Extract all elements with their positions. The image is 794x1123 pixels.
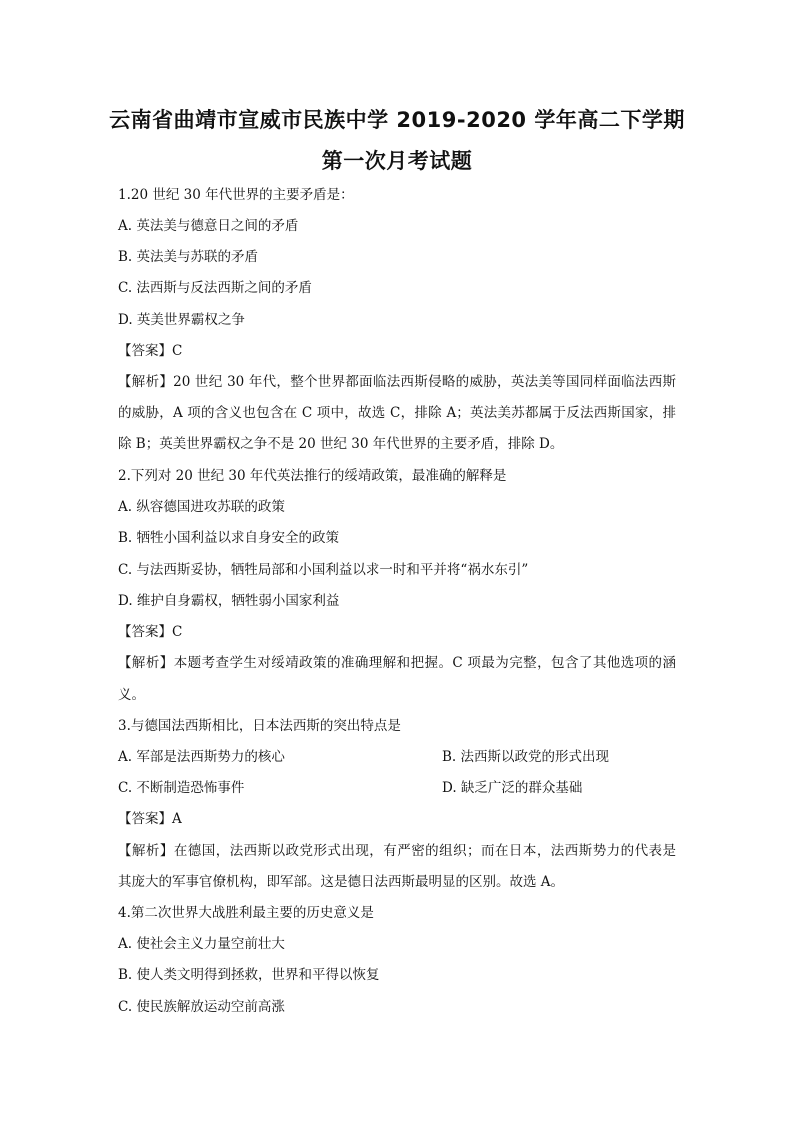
question-1-option-a: A. 英法美与德意日之间的矛盾 <box>118 218 299 234</box>
question-3-option-c: C. 不断制造恐怖事件 <box>118 780 245 796</box>
question-3-analysis-line: 其庞大的军事官僚机构，即军部。这是德日法西斯最明显的区别。故选 A。 <box>118 874 565 890</box>
question-4-option-b: B. 使人类文明得到拯救，世界和平得以恢复 <box>118 967 380 983</box>
question-3-option-d: D. 缺乏广泛的群众基础 <box>442 780 583 796</box>
question-2-analysis-line: 义。 <box>118 687 145 703</box>
question-1-stem: 1.20 世纪 30 年代世界的主要矛盾是： <box>118 187 354 203</box>
question-3-answer: 【答案】A <box>118 811 182 827</box>
question-3-stem: 3.与德国法西斯相比，日本法西斯的突出特点是 <box>118 718 401 734</box>
question-1-option-d: D. 英美世界霸权之争 <box>118 312 245 328</box>
question-1-analysis-line: 除 B；英美世界霸权之争不是 20 世纪 30 年代世界的主要矛盾，排除 D。 <box>118 436 564 452</box>
question-2-option-b: B. 牺牲小国利益以求自身安全的政策 <box>118 530 340 546</box>
document-title-line-1: 云南省曲靖市宣威市民族中学 2019-2020 学年高二下学期 <box>109 108 685 132</box>
question-4-option-c: C. 使民族解放运动空前高涨 <box>118 999 285 1015</box>
question-1-analysis-line: 【解析】20 世纪 30 年代，整个世界都面临法西斯侵略的威胁，英法美等国同样面临法西斯 <box>118 374 676 390</box>
question-3-option-b: B. 法西斯以政党的形式出现 <box>442 749 610 765</box>
question-2-option-a: A. 纵容德国进攻苏联的政策 <box>118 499 285 515</box>
question-2-stem: 2.下列对 20 世纪 30 年代英法推行的绥靖政策，最准确的解释是 <box>118 468 507 484</box>
question-2-option-d: D. 维护自身霸权，牺牲弱小国家利益 <box>118 593 340 609</box>
question-1-analysis-line: 的威胁，A 项的含义也包含在 C 项中，故选 C，排除 A；英法美苏都属于反法西斯国家，排 <box>118 405 676 421</box>
document-title-line-2: 第一次月考试题 <box>321 149 473 173</box>
question-2-analysis-line: 【解析】本题考查学生对绥靖政策的准确理解和把握。C 项最为完整，包含了其他选项的涵 <box>118 655 676 671</box>
question-4-stem: 4.第二次世界大战胜利最主要的历史意义是 <box>118 905 374 921</box>
question-2-answer: 【答案】C <box>118 624 183 640</box>
question-1-answer: 【答案】C <box>118 343 183 359</box>
question-3-analysis-line: 【解析】在德国，法西斯以政党形式出现，有严密的组织；而在日本，法西斯势力的代表是 <box>118 843 676 859</box>
question-1-option-b: B. 英法美与苏联的矛盾 <box>118 249 259 265</box>
question-3-option-a: A. 军部是法西斯势力的核心 <box>118 749 285 765</box>
question-4-option-a: A. 使社会主义力量空前壮大 <box>118 936 285 952</box>
question-1-option-c: C. 法西斯与反法西斯之间的矛盾 <box>118 280 312 296</box>
question-2-option-c: C. 与法西斯妥协，牺牲局部和小国利益以求一时和平并将“祸水东引” <box>118 562 529 578</box>
